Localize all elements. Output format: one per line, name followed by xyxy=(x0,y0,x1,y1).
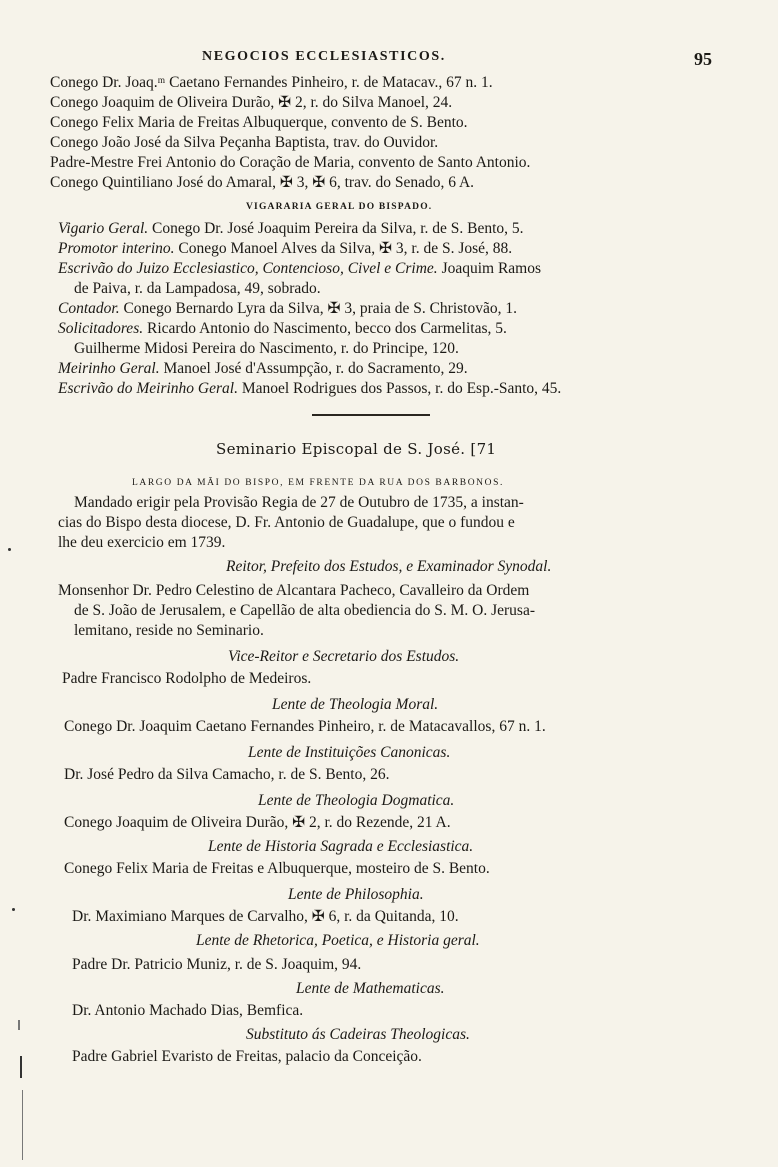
scan-mark xyxy=(18,1020,20,1030)
role-holder: Conego Felix Maria de Freitas e Albuquerque, mosteiro de S. Bento. xyxy=(64,860,490,877)
role-holder: Padre Francisco Rodolpho de Medeiros. xyxy=(62,670,312,687)
entry-line: Contador. Conego Bernardo Lyra da Silva, ✠ 3, praia de S. Christovão, 1. xyxy=(58,300,517,317)
intro-line: Mandado erigir pela Provisão Regia de 27 de Outubro de 1735, a instan- xyxy=(74,494,524,511)
section-heading: VIGARARIA GERAL DO BISPADO. xyxy=(246,202,433,212)
entry-line: Promotor interino. Conego Manoel Alves da Silva, ✠ 3, r. de S. José, 88. xyxy=(58,240,513,257)
role-heading: Lente de Theologia Moral. xyxy=(272,696,439,713)
role-holder: Dr. José Pedro da Silva Camacho, r. de S. Bento, 26. xyxy=(64,766,390,783)
role-holder: Conego Dr. Joaquim Caetano Fernandes Pinheiro, r. de Matacavallos, 67 n. 1. xyxy=(64,718,546,735)
role-holder: Conego Joaquim de Oliveira Durão, ✠ 2, r. do Rezende, 21 A. xyxy=(64,814,451,831)
entry-line: Solicitadores. Ricardo Antonio do Nascimento, becco dos Carmelitas, 5. xyxy=(58,320,507,337)
reitor-line: lemitano, reside no Seminario. xyxy=(74,622,264,639)
page-number: 95 xyxy=(694,49,712,69)
role-heading: Lente de Historia Sagrada e Ecclesiastica. xyxy=(208,838,474,855)
role-heading: Reitor, Prefeito dos Estudos, e Examinador Synodal. xyxy=(226,558,552,575)
role-heading: Lente de Instituições Canonicas. xyxy=(248,744,451,761)
entry-line: Escrivão do Juizo Ecclesiastico, Contencioso, Civel e Crime. Joaquim Ramos xyxy=(58,260,542,277)
scan-mark xyxy=(8,548,11,551)
list-item: Conego Felix Maria de Freitas Albuquerque, convento de S. Bento. xyxy=(50,114,468,131)
scan-mark xyxy=(20,1056,22,1078)
role-heading: Lente de Philosophia. xyxy=(288,886,424,903)
entry-line: Vigario Geral. Conego Dr. José Joaquim Pereira da Silva, r. de S. Bento, 5. xyxy=(58,220,524,237)
role-heading: Lente de Theologia Dogmatica. xyxy=(258,792,455,809)
role-holder: Dr. Maximiano Marques de Carvalho, ✠ 6, r. da Quitanda, 10. xyxy=(72,908,459,925)
entry-line: Escrivão do Meirinho Geral. Manoel Rodrigues dos Passos, r. do Esp.-Santo, 45. xyxy=(58,380,562,397)
list-item: Conego Joaquim de Oliveira Durão, ✠ 2, r. do Silva Manoel, 24. xyxy=(50,94,453,111)
intro-line: lhe deu exercicio em 1739. xyxy=(58,534,226,551)
role-holder: Padre Dr. Patricio Muniz, r. de S. Joaquim, 94. xyxy=(72,956,362,973)
reitor-line: Monsenhor Dr. Pedro Celestino de Alcantara Pacheco, Cavalleiro da Ordem xyxy=(58,582,530,599)
role-holder: Padre Gabriel Evaristo de Freitas, palacio da Conceição. xyxy=(72,1048,422,1065)
scan-mark xyxy=(22,1090,23,1160)
list-item: Conego Dr. Joaq.ᵐ Caetano Fernandes Pinheiro, r. de Matacav., 67 n. 1. xyxy=(50,74,493,91)
list-item: Conego Quintiliano José do Amaral, ✠ 3, ✠ 6, trav. do Senado, 6 A. xyxy=(50,174,475,191)
seminario-address: LARGO DA MÃI DO BISPO, EM FRENTE DA RUA DOS BARBONOS. xyxy=(132,478,504,488)
entry-line: de Paiva, r. da Lampadosa, 49, sobrado. xyxy=(74,280,321,297)
list-item: Padre-Mestre Frei Antonio do Coração de Maria, convento de Santo Antonio. xyxy=(50,154,531,171)
role-heading: Vice-Reitor e Secretario dos Estudos. xyxy=(228,648,460,665)
role-heading: Lente de Rhetorica, Poetica, e Historia geral. xyxy=(196,932,480,949)
reitor-line: de S. João de Jerusalem, e Capellão de alta obediencia do S. M. O. Jerusa- xyxy=(74,602,535,619)
list-item: Conego João José da Silva Peçanha Baptista, trav. do Ouvidor. xyxy=(50,134,439,151)
intro-line: cias do Bispo desta diocese, D. Fr. Antonio de Guadalupe, que o fundou e xyxy=(58,514,515,531)
entry-line: Guilherme Midosi Pereira do Nascimento, r. do Principe, 120. xyxy=(74,340,459,357)
role-holder: Dr. Antonio Machado Dias, Bemfica. xyxy=(72,1002,304,1019)
scan-mark xyxy=(12,908,15,911)
role-heading: Substituto ás Cadeiras Theologicas. xyxy=(246,1026,470,1043)
role-heading: Lente de Mathematicas. xyxy=(296,980,445,997)
seminario-title: Seminario Episcopal de S. José. [71 xyxy=(216,440,497,458)
section-divider xyxy=(312,414,430,416)
running-title: NEGOCIOS ECCLESIASTICOS. xyxy=(202,49,446,64)
entry-line: Meirinho Geral. Manoel José d'Assumpção, r. do Sacramento, 29. xyxy=(58,360,468,377)
